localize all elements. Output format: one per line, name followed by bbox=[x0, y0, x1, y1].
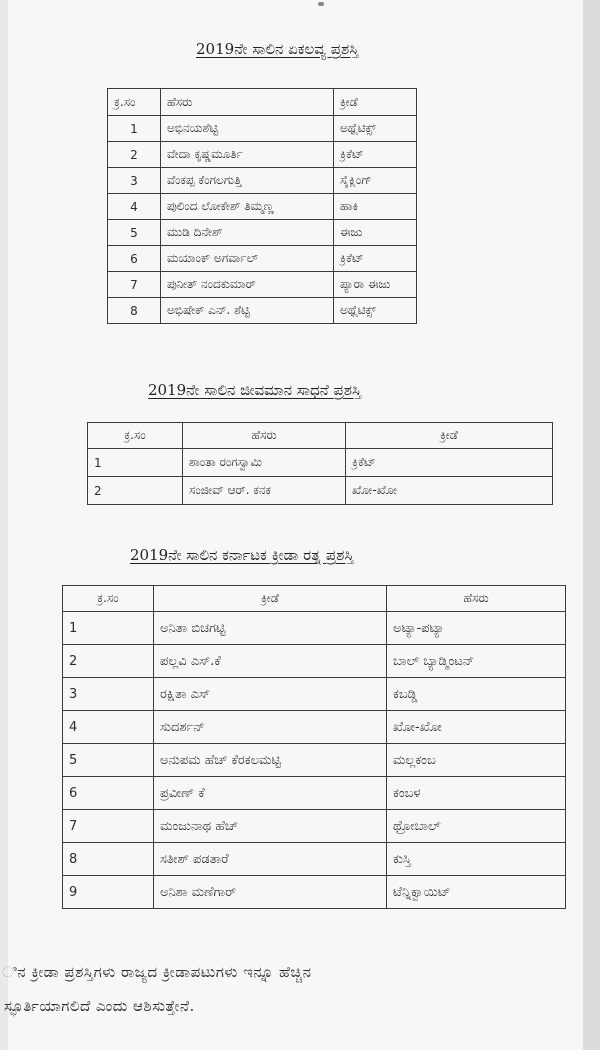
cell-serial: 6 bbox=[108, 246, 161, 272]
section2-table bbox=[87, 422, 553, 505]
cell-serial: 7 bbox=[108, 272, 161, 298]
cell-sport: ಬಾಲ್ ಬ್ಯಾಡ್ಮಿಂಟನ್ bbox=[387, 645, 566, 678]
table-row bbox=[108, 194, 417, 220]
footer-paragraph bbox=[0, 955, 600, 1023]
table-row bbox=[88, 477, 553, 505]
cell-serial: 1 bbox=[88, 449, 183, 477]
cell-sport: ಖೋ-ಖೋ bbox=[387, 711, 566, 744]
cell-serial: 8 bbox=[63, 843, 154, 876]
header-name: ಹೆಸರು bbox=[183, 423, 346, 449]
cell-sport: ಖೋ-ಖೋ bbox=[346, 477, 553, 505]
cell-name: ಪುಲಿಂದ ಲೋಕೇಶ್ ತಿಮ್ಮಣ್ಣ bbox=[161, 194, 334, 220]
cell-sport: ಹಾಕಿ bbox=[334, 194, 417, 220]
top-mark bbox=[318, 2, 324, 6]
cell-serial: 5 bbox=[108, 220, 161, 246]
cell-name: ಪ್ರವೀಣ್ ಕೆ bbox=[154, 777, 387, 810]
cell-sport: ಮಲ್ಲಕಂಬ bbox=[387, 744, 566, 777]
cell-serial: 2 bbox=[108, 142, 161, 168]
section3-title: 2019ನೇ ಸಾಲಿನ ಕರ್ನಾಟಕ ಕ್ರೀಡಾ ರತ್ನ ಪ್ರಶಸ್ತಿ bbox=[130, 546, 354, 564]
cell-name: ಅನಿಶಾ ಮಣೆಗಾರ್ bbox=[154, 876, 387, 909]
cell-sport: ಅಟ್ಯಾ-ಪಟ್ಯಾ bbox=[387, 612, 566, 645]
cell-serial: 5 bbox=[63, 744, 154, 777]
cell-name: ಮಂಜುನಾಥ ಹೆಚ್ bbox=[154, 810, 387, 843]
cell-sport: ಕ್ರಿಕೆಟ್ bbox=[334, 142, 417, 168]
cell-name: ಅಭಿನಯಶೆಟ್ಟಿ bbox=[161, 116, 334, 142]
section3-table bbox=[62, 585, 566, 909]
cell-serial: 1 bbox=[63, 612, 154, 645]
section2-title: 2019ನೇ ಸಾಲಿನ ಜೀವಮಾನ ಸಾಧನೆ ಪ್ರಶಸ್ತಿ bbox=[148, 381, 362, 399]
cell-serial: 9 bbox=[63, 876, 154, 909]
table-row bbox=[63, 876, 566, 909]
cell-name: ಸಂಜೀವ್ ಆರ್. ಕನಕ bbox=[183, 477, 346, 505]
table-row bbox=[108, 168, 417, 194]
table-row bbox=[63, 744, 566, 777]
table-row bbox=[108, 298, 417, 324]
cell-serial: 2 bbox=[88, 477, 183, 505]
table-row bbox=[108, 116, 417, 142]
cell-name: ಸುದರ್ಶನ್ bbox=[154, 711, 387, 744]
table-row bbox=[108, 220, 417, 246]
section1-table bbox=[107, 88, 417, 324]
cell-sport: ಕುಸ್ತಿ bbox=[387, 843, 566, 876]
cell-name: ಅಭಿಷೇಕ್ ಎನ್. ಶೆಟ್ಟಿ bbox=[161, 298, 334, 324]
cell-serial: 3 bbox=[63, 678, 154, 711]
cell-name: ಪುನೀತ್ ನಂದಕುಮಾರ್ bbox=[161, 272, 334, 298]
cell-sport: ಪ್ಯಾರಾ ಈಜು bbox=[334, 272, 417, 298]
cell-name: ಶಾಂತಾ ರಂಗಸ್ವಾಮಿ bbox=[183, 449, 346, 477]
table-row bbox=[108, 246, 417, 272]
table-row bbox=[63, 810, 566, 843]
table-header-row bbox=[63, 586, 566, 612]
header-serial: ಕ್ರ.ಸಂ bbox=[63, 586, 154, 612]
header-name: ಹೆಸರು bbox=[161, 89, 334, 116]
cell-name: ವೇದಾ ಕೃಷ್ಣಮೂರ್ತಿ bbox=[161, 142, 334, 168]
cell-name: ಅನುಪಮ ಹೆಚ್ ಕೆರಕಲಮಟ್ಟಿ bbox=[154, 744, 387, 777]
header-sport: ಕ್ರೀಡೆ bbox=[346, 423, 553, 449]
header-serial: ಕ್ರ.ಸಂ bbox=[88, 423, 183, 449]
cell-serial: 1 bbox=[108, 116, 161, 142]
cell-sport: ಕಬಡ್ಡಿ bbox=[387, 678, 566, 711]
table-row bbox=[63, 777, 566, 810]
table-row bbox=[63, 843, 566, 876]
table-header-row bbox=[88, 423, 553, 449]
cell-serial: 8 bbox=[108, 298, 161, 324]
table-row bbox=[63, 645, 566, 678]
cell-sport: ಟೆನ್ನಿಕ್ವಾಯಿಟ್ bbox=[387, 876, 566, 909]
cell-sport: ಕ್ರಿಕೆಟ್ bbox=[346, 449, 553, 477]
table-row bbox=[88, 449, 553, 477]
table-row bbox=[63, 612, 566, 645]
section1-title: 2019ನೇ ಸಾಲಿನ ಏಕಲವ್ಯ ಪ್ರಶಸ್ತಿ bbox=[196, 40, 359, 58]
cell-sport: ಈಜು bbox=[334, 220, 417, 246]
footer-line-2: ಸ್ಫೂರ್ತಿಯಾಗಲಿದೆ ಎಂದು ಆಶಿಸುತ್ತೇನೆ. bbox=[4, 997, 195, 1015]
header-sport: ಕ್ರೀಡೆ bbox=[154, 586, 387, 612]
cell-name: ವೆಂಕಪ್ಪ ಕೆಂಗಲಗುತ್ತಿ bbox=[161, 168, 334, 194]
table-row bbox=[108, 272, 417, 298]
header-sport: ಕ್ರೀಡೆ bbox=[334, 89, 417, 116]
cell-serial: 2 bbox=[63, 645, 154, 678]
table-row bbox=[108, 142, 417, 168]
cell-sport: ಅಥ್ಲೆಟಿಕ್ಸ್ bbox=[334, 116, 417, 142]
header-serial: ಕ್ರ.ಸಂ bbox=[108, 89, 161, 116]
table-header-row bbox=[108, 89, 417, 116]
cell-serial: 4 bbox=[63, 711, 154, 744]
cell-serial: 6 bbox=[63, 777, 154, 810]
cell-name: ಪಲ್ಲವಿ ಎಸ್.ಕೆ bbox=[154, 645, 387, 678]
footer-line-1: ಿನ ಕ್ರೀಡಾ ಪ್ರಶಸ್ತಿಗಳು ರಾಜ್ಯದ ಕ್ರೀಡಾಪಟುಗಳು ಇನ್ನೂ ಹೆಚ್ಚಿನ bbox=[2, 963, 312, 981]
cell-sport: ಕಂಬಳ bbox=[387, 777, 566, 810]
cell-sport: ಥ್ರೋಬಾಲ್ bbox=[387, 810, 566, 843]
cell-name: ಮಯಾಂಕ್ ಅಗರ್ವಾಲ್ bbox=[161, 246, 334, 272]
cell-name: ಅನಿತಾ ಬಿಚಗಟ್ಟಿ bbox=[154, 612, 387, 645]
cell-name: ಮುಡಿ ದಿನೇಶ್ bbox=[161, 220, 334, 246]
cell-sport: ಕ್ರಿಕೆಟ್ bbox=[334, 246, 417, 272]
table-row bbox=[63, 711, 566, 744]
cell-name: ಸತೀಶ್ ಪಡತಾರೆ bbox=[154, 843, 387, 876]
cell-name: ರಕ್ಷಿತಾ ಎಸ್ bbox=[154, 678, 387, 711]
cell-sport: ಅಥ್ಲೆಟಿಕ್ಸ್ bbox=[334, 298, 417, 324]
cell-serial: 4 bbox=[108, 194, 161, 220]
page-edge bbox=[583, 0, 600, 1050]
cell-sport: ಸೈಕ್ಲಿಂಗ್ bbox=[334, 168, 417, 194]
cell-serial: 7 bbox=[63, 810, 154, 843]
table-row bbox=[63, 678, 566, 711]
header-name: ಹೆಸರು bbox=[387, 586, 566, 612]
cell-serial: 3 bbox=[108, 168, 161, 194]
